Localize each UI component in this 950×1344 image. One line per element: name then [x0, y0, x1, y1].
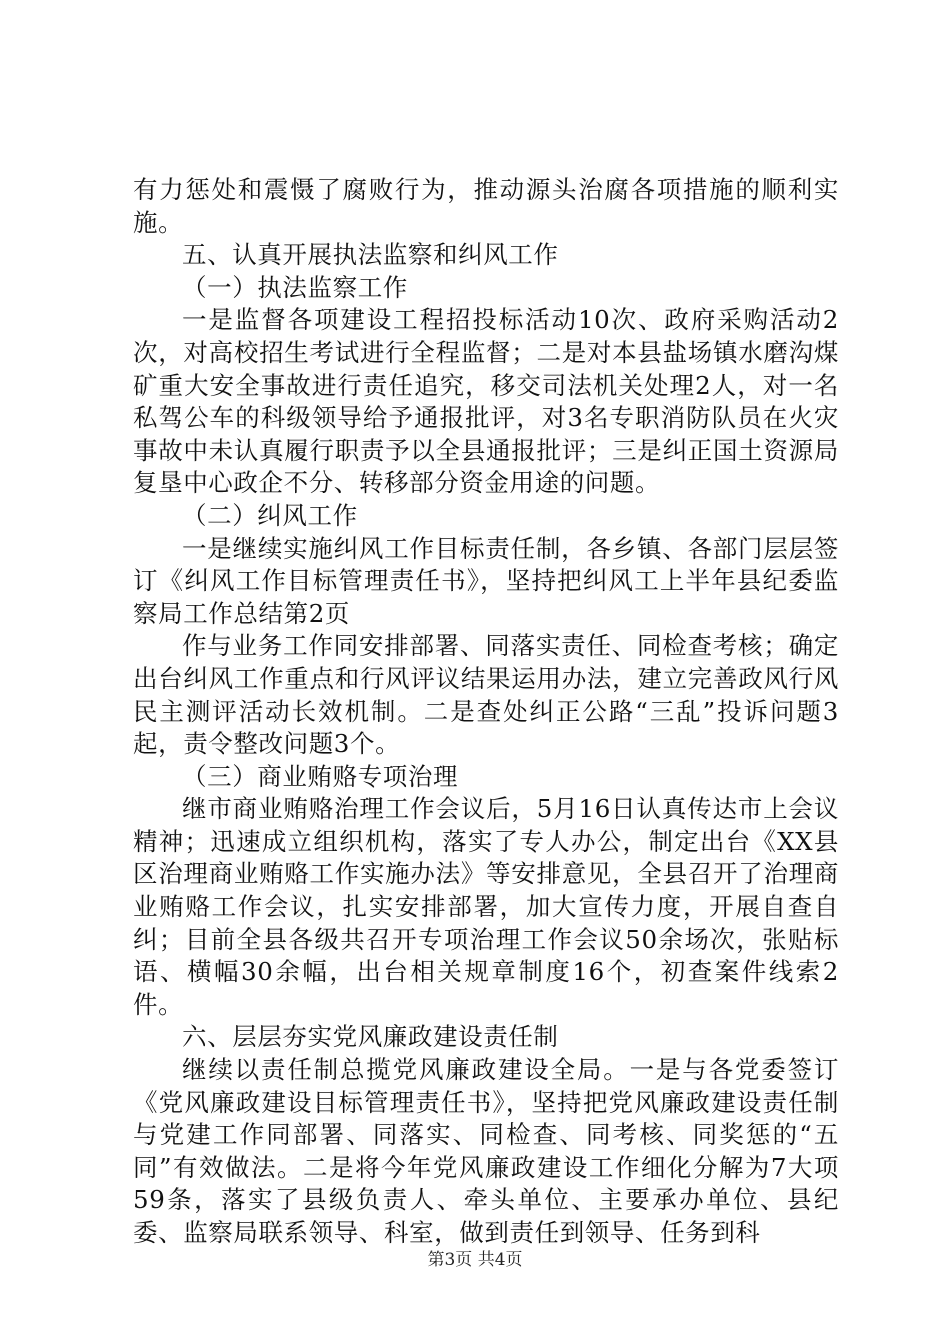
subsection-heading: （一）执法监察工作: [182, 272, 408, 302]
paragraph: 一是继续实施纠风工作目标责任制，各乡镇、各部门层层签订《纠风工作目标管理责任书》，坚持把纠风工上半年县纪委监察局工作总结第2页: [133, 533, 839, 628]
paragraph: 继续以责任制总揽党风廉政建设全局。一是与各党委签订《党风廉政建设目标管理责任书》，坚持把党风廉政建设责任制与党建工作同部署、同落实、同检查、同考核、同奖惩的“五同”有效做法。二是将今年党风廉政建设工作细化分解为7大项59条，落实了县级负责人、牵头单位、主要承办单位、县纪委、监察局联系领导、科室，做到责任到领导、任务到科: [133, 1055, 839, 1247]
subsection-heading: （二）纠风工作: [182, 500, 358, 530]
paragraph: 作与业务工作同安排部署、同落实责任、同检查考核；确定出台纠风工作重点和行风评议结果运用办法，建立完善政风行风民主测评活动长效机制。二是查处纠正公路“三乱”投诉问题3起，责令整改问题3个。: [133, 631, 839, 759]
subsection-heading: （三）商业贿赂专项治理: [182, 761, 459, 791]
page-footer: 第3页 共4页: [427, 1250, 523, 1270]
paragraph: 有力惩处和震慑了腐败行为，推动源头治腐各项措施的顺利实施。: [133, 175, 839, 237]
paragraph: 继市商业贿赂治理工作会议后，5月16日认真传达市上会议精神；迅速成立组织机构，落实了专人办公，制定出台《XX县区治理商业贿赂工作实施办法》等安排意见，全县召开了治理商业贿赂工作会议，扎实安排部署，加大宣传力度，开展自查自纠；目前全县各级共召开专项治理工作会议50余场次，张贴标语、横幅30余幅，出台相关规章制度16个，初查案件线索2件。: [133, 794, 839, 1019]
section-heading: 六、层层夯实党风廉政建设责任制: [182, 1022, 559, 1052]
document-body: [133, 174, 839, 1250]
paragraph: 一是监督各项建设工程招投标活动10次、政府采购活动2次，对高校招生考试进行全程监督；二是对本县盐场镇水磨沟煤矿重大安全事故进行责任追究，移交司法机关处理2人，对一名私驾公车的科级领导给予通报批评，对3名专职消防队员在火灾事故中未认真履行职责予以全县通报批评；三是纠正国土资源局复垦中心政企不分、转移部分资金用途的问题。: [133, 305, 839, 498]
section-heading: 五、认真开展执法监察和纠风工作: [182, 240, 559, 270]
